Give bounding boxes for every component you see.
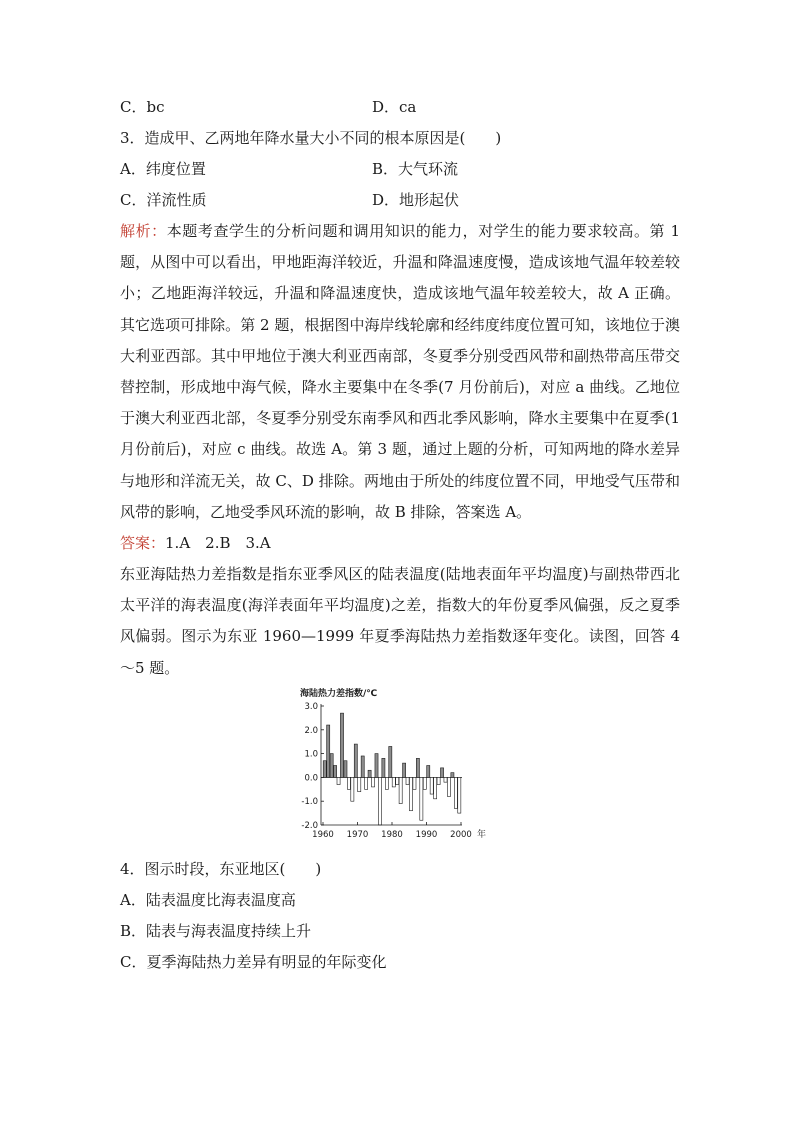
y-tick-label: -2.0 (301, 820, 318, 831)
chart-container (120, 686, 680, 854)
analysis-paragraph (120, 216, 680, 528)
answer-text: 1.A 2.B 3.A (165, 534, 271, 553)
y-tick-label: -1.0 (301, 797, 318, 808)
data-bar (409, 777, 412, 810)
q3-options-row-2 (120, 185, 680, 216)
x-tick-label: 1980 (381, 829, 403, 840)
q3-option-d: D．地形起伏 (372, 191, 460, 209)
data-bar (392, 777, 395, 787)
data-bar (330, 753, 333, 777)
data-bar (427, 765, 430, 777)
data-bar (420, 777, 423, 820)
analysis-label: 解析： (120, 222, 167, 240)
data-bar (399, 777, 402, 803)
data-bar (454, 777, 457, 808)
data-bar (413, 777, 416, 789)
q3-option-a: A．纬度位置 (120, 160, 206, 178)
q3-options-row-1 (120, 154, 680, 185)
data-bar (361, 756, 364, 777)
data-bar (378, 777, 381, 825)
x-tick-label: 2000 (450, 829, 472, 840)
q4-stem: 4．图示时段，东亚地区( ) (120, 859, 322, 878)
data-bar (382, 758, 385, 777)
data-bar (358, 777, 361, 791)
data-bar (403, 763, 406, 777)
data-bar (437, 777, 440, 784)
data-bar (327, 725, 330, 777)
data-bar (458, 777, 461, 813)
x-tick-label: 1970 (346, 829, 369, 840)
answer-line (120, 528, 680, 559)
q4-option-c: C．夏季海陆热力差异有明显的年际变化 (120, 952, 387, 971)
y-tick-label: 1.0 (304, 749, 318, 760)
data-bar (416, 758, 419, 777)
chart-ylabel: 海陆热力差指数/℃ (300, 688, 378, 699)
data-bar (430, 777, 433, 794)
data-bar (344, 761, 347, 778)
q3-option-b: B．大气环流 (372, 160, 459, 178)
y-tick-label: 2.0 (304, 725, 318, 736)
data-bar (354, 744, 357, 777)
answer-label: 答案： (120, 534, 166, 553)
data-bar (337, 777, 340, 784)
data-bar (434, 777, 437, 798)
q4-option-b: B．陆表与海表温度持续上升 (120, 921, 312, 940)
x-axis-label: 年 (477, 829, 487, 840)
data-bar (389, 746, 392, 777)
data-bar (396, 777, 399, 784)
data-bar (385, 777, 388, 789)
q2-option-d: D．ca (372, 98, 417, 116)
q3-option-c: C．洋流性质 (120, 191, 207, 209)
data-bar (447, 777, 450, 796)
data-bar (375, 753, 378, 777)
q4-option-a: A．陆表温度比海表温度高 (120, 890, 296, 909)
data-bar (423, 777, 426, 789)
x-tick-label: 1990 (415, 829, 438, 840)
data-bar (323, 761, 326, 778)
document-page (120, 92, 680, 978)
q2-options-row (120, 92, 680, 123)
data-bar (441, 768, 444, 778)
data-bar (444, 777, 447, 782)
data-bar (406, 777, 409, 784)
data-bar (372, 777, 375, 787)
heat-index-bar-chart (292, 686, 522, 852)
data-bar (368, 770, 371, 777)
data-bar (347, 777, 350, 789)
data-bar (340, 713, 343, 777)
y-tick-label: 3.0 (304, 701, 318, 712)
data-bar (351, 777, 354, 801)
q2-option-c: C．bc (120, 98, 165, 116)
x-tick-label: 1960 (312, 829, 334, 840)
data-bar (365, 777, 368, 789)
q3-stem: 3．造成甲、乙两地年降水量大小不同的根本原因是( ) (120, 129, 502, 147)
intro-paragraph: 东亚海陆热力差指数是指东亚季风区的陆表温度(陆地表面年平均温度)与副热带西北太平洋的海表温度(海洋表面年平均温度)之差，指数大的年份夏季风偏强，反之夏季风偏弱。图示为东亚 1960—1999 年夏季海陆热力差指数逐年变化。读图，回答 4～5 题。 (120, 565, 680, 677)
data-bar (451, 772, 454, 777)
y-tick-label: 0.0 (304, 773, 318, 784)
analysis-text: 本题考查学生的分析问题和调用知识的能力，对学生的能力要求较高。第 1 题，从图中可以看出，甲地距海洋较近，升温和降温速度慢，造成该地气温年较差较小；乙地距海洋较远，升温和降温速度快，造成该地气温年较差较大，故 A 正确。其它选项可排除。第 2 题，根据图中海岸线轮廓和经纬度纬度位置可知，该地位于澳大利亚西部。其中甲地位于澳大利亚西南部，冬夏季分别受西风带和副热带高压带交替控制，形成地中海气候，降水主要集中在冬季(7 月份前后)，对应 a 曲线。乙地位于澳大利亚西北部，冬夏季分别受东南季风和西北季风影响，降水主要集中在夏季(1 月份前后)，对应 c 曲线。故选 A。第 3 题，通过上题的分析，可知两地的降水差异与地形和洋流无关，故 C、D 排除。两地由于所处的纬度位置不同，甲地受气压带和风带的影响，乙地受季风环流的影响，故 B 排除，答案选 A。 (120, 222, 680, 521)
data-bar (334, 765, 337, 777)
